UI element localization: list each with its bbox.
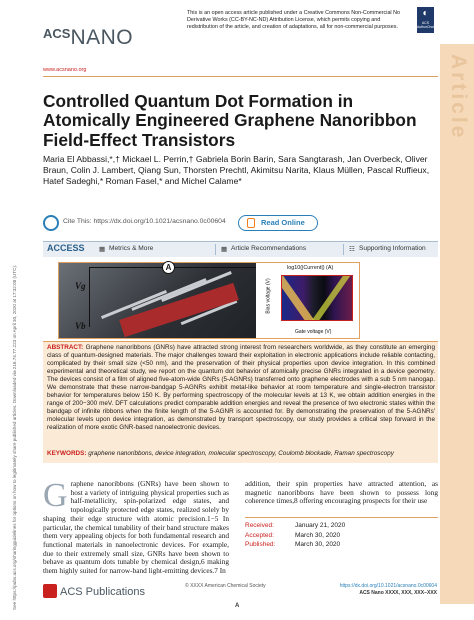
circuit-wire (89, 267, 90, 327)
journal-logo[interactable]: $^{ACS}$NANO (43, 26, 134, 49)
map-x-axis-label: Gate voltage (V) (295, 329, 332, 335)
journal-citation: ACS Nano XXXX, XXX, XXX−XXX (359, 589, 437, 596)
article-side-tab (440, 44, 474, 604)
doi-link[interactable]: https://dx.doi.org/10.1021/acsnano.0c00604 (339, 583, 437, 589)
badge-icon: ◐ (422, 8, 429, 19)
published-date: Published: March 30, 2020 (245, 541, 341, 548)
acs-logo-icon (43, 584, 57, 598)
ammeter-icon: A (162, 261, 175, 274)
cite-icon[interactable] (43, 215, 59, 231)
license-notice: This is an open access article published under a Creative Commons Non-Commercial No Derivative Works (CC-BY-NC-ND) Attribution License, which permits copying and redistribution of the article, and creation of adaptations, all for non-commercial purposes. (187, 10, 401, 30)
accepted-date: Accepted: March 30, 2020 (245, 531, 341, 539)
access-divider (215, 244, 216, 255)
supporting-info-icon: ☷ (349, 246, 355, 253)
article-title: Controlled Quantum Dot Formation in Atomically Engineered Graphene Nanoribbon Field-Effect Transistors (43, 91, 417, 150)
coulomb-diamond-edge (306, 275, 351, 321)
supporting-info-link[interactable]: Supporting Information (359, 245, 426, 252)
body-column-right: addition, their spin properties have attracted attention, as magnetic nanoribbons have been shown to possess long coherence times,8 offering encouraging prospects for their use (245, 479, 438, 506)
authorchoice-badge (417, 7, 438, 33)
badge-text: ACS AuthorChoice (417, 21, 438, 29)
publication-dates (245, 517, 438, 550)
metrics-link[interactable]: Metrics & More (109, 245, 154, 252)
acs-publications-logo[interactable] (43, 584, 145, 598)
map-y-axis-label: Bias voltage (V) (265, 278, 272, 314)
download-info-text: See https://pubs.acs.org/sharingguidelines for options on how to legitimately share published articles. Downloaded via 216.74.77.223 on April 30, 2020 at 17:32:08 (UTC). (12, 264, 17, 610)
open-access-icon (247, 218, 255, 228)
read-online-label: Read Online (261, 218, 305, 227)
cite-row (43, 215, 438, 231)
intro-text-left: raphene nanoribbons (GNRs) have been shown to host a variety of intriguing physical properties such as half-metallicity, spin-polarized edge states, and topologically protected edge states, realized solely by shaping their edge structure with atomic precision.1−5 In particular, the chemical tunability of their band structure makes them very appealing objects for both fundamental research and functional materials in nanoelectronic devices. For example, due to their extremely small size, GNRs have been shown to behave as quantum dots tunable by chemical design,6 making them highly suited for narrow-band light-emitting devices.7 In (43, 479, 229, 576)
page-number: A (235, 603, 240, 609)
author-list: Maria El Abbassi,*,† Mickael L. Perrin,† Gabriela Borin Barin, Sara Sangtarash, Jan Overbeck, Oliver Braun, Colin J. Lambert, Qiang Sun, Thorsten Prechtl, Akimitsu Narita, Klaus Müllen, Pascal Ruffieux, Hatef Sadeghi,* Roman Fasel,* and Michel Calame* (43, 154, 430, 186)
access-bar (43, 241, 438, 257)
abstract (47, 344, 435, 431)
header-divider (43, 76, 438, 77)
graphical-abstract (58, 262, 360, 339)
cite-this-link[interactable]: Cite This: https://dx.doi.org/10.1021/acsnano.0c00604 (63, 218, 226, 225)
drop-cap: G (43, 477, 68, 514)
download-info-strip (2, 190, 22, 610)
copyright: © XXXX American Chemical Society (185, 583, 266, 589)
keywords (47, 450, 435, 457)
current-map-panel (259, 263, 359, 338)
received-date: Received: January 21, 2020 (245, 522, 346, 529)
abstract-text: Graphene nanoribbons (GNRs) have attracted strong interest from researchers worldwide, as they constitute an emerging class of quantum-designed materials. The major challenges toward their exploitation in electronic applications include reliable contacting, complicated by their small size (<50 nm), and the preservation of their physical properties upon device integration. In this combined experimental and theoretical study, we report on the quantum dot behavior of atomically precise GNRs integrated in a device geometry. The devices consist of a film of aligned five-atom-wide GNRs (5-AGNRs) transferred onto graphene electrodes with a sub 5 nm nanogap. We demonstrate that these narrow-bandgap 5-AGNRs exhibit metal-like behavior at room temperature and single-electron transistor behavior for temperatures below 150 K. By performing spectroscopy of the molecular levels at 13 K, we obtain addition energies in the range of 200−300 meV. DFT calculations predict comparable addition energies and reveal the presence of two electronic states within the bandgap of infinite ribbons when the finite length of the 5-AGNR is accounted for. By demonstrating the preservation of the 5-AGNRs' molecular levels upon device integration, as demonstrated by transport spectroscopy, our study provides a critical step forward in the realization of more exotic GNR-based nanoelectronic devices. (47, 344, 435, 431)
keywords-text: graphene nanoribbons, device integration, molecular spectroscopy, Coulomb blockade, Raman spectroscopy (88, 450, 394, 457)
access-label: ACCESS (47, 243, 85, 253)
gate-voltage-label: Vg (75, 281, 86, 291)
body-column-left (43, 477, 229, 576)
read-online-button[interactable] (238, 215, 318, 231)
abstract-heading: ABSTRACT: (47, 344, 84, 351)
footer-citation (332, 583, 437, 597)
coulomb-diamond-edge (281, 275, 319, 321)
current-map (281, 275, 353, 321)
journal-url[interactable]: www.acsnano.org (43, 67, 87, 73)
access-divider (343, 244, 344, 255)
recommendations-link[interactable]: Article Recommendations (231, 245, 307, 252)
map-title: log10(|Current|) (A) (287, 265, 334, 271)
recommendations-icon: ▦ (221, 246, 228, 253)
keywords-heading: KEYWORDS: (47, 450, 87, 457)
metrics-icon: ▦ (99, 246, 106, 253)
journal-logo-nano: NANO (70, 26, 134, 49)
publisher-name: ACS Publications (60, 586, 145, 598)
abstract-box (43, 341, 438, 463)
bias-voltage-label: Vb (75, 321, 86, 331)
article-tab-label: Article (447, 54, 470, 141)
